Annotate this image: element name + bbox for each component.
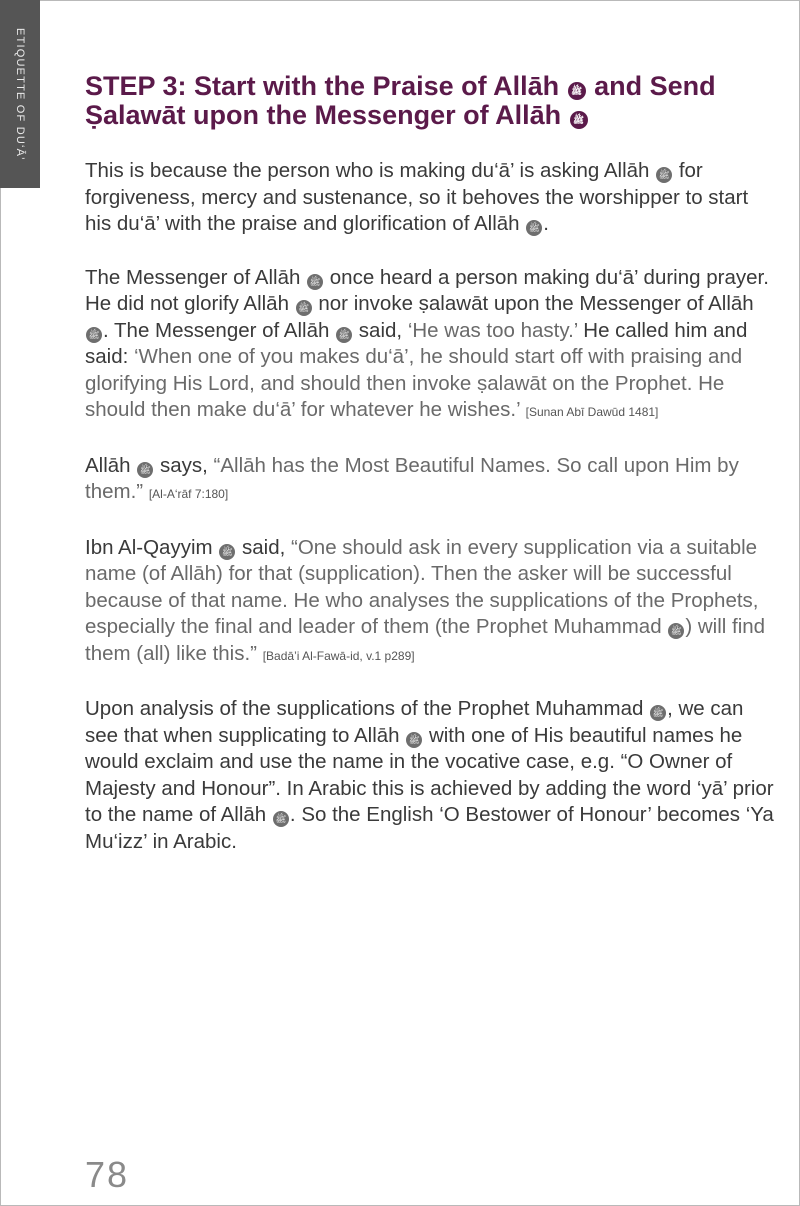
paragraph-2 xyxy=(85,265,775,426)
text-run: Ibn Al-Qayyim xyxy=(85,535,213,559)
text-run: said, xyxy=(353,318,408,342)
honorific-icon: ﷺ xyxy=(568,82,586,100)
step-heading xyxy=(85,72,775,130)
honorific-icon: ﷺ xyxy=(406,732,422,748)
text-run: once heard a person making du‘ā’ during prayer. He did not glorify Allāh xyxy=(85,265,769,315)
honorific-icon: ﷺ xyxy=(336,327,352,343)
text-run: Upon analysis of the supplications of the Prophet Muhammad xyxy=(85,697,644,720)
paragraph-4 xyxy=(85,535,775,670)
quran-quote: “Allāh has the Most Beautiful Names. So call upon Him by them.” xyxy=(85,453,739,503)
text-run: . So the English ‘O Bestower of Honour’ becomes ‘Ya Mu‘izz’ in Arabic. xyxy=(85,803,774,853)
text-run: Allāh xyxy=(85,453,131,477)
text-run: This is because the person who is making du‘ā’ is asking Allāh xyxy=(85,159,650,182)
text-run: with one of His beautiful names he would exclaim and use the name in the vocative case, e.g. “O Owner of Majesty and Honour”. In Arabic this is achieved by adding the word ‘yā’ prior to the name of Allāh xyxy=(85,723,774,826)
text-run: He called him and said: xyxy=(85,318,748,368)
honorific-icon: ﷺ xyxy=(668,623,684,639)
text-run: The Messenger of Allāh xyxy=(85,265,301,289)
text-run: . The Messenger of Allāh xyxy=(103,318,330,342)
hadith-quote: ‘He was too hasty.’ xyxy=(407,318,578,342)
body-text xyxy=(85,158,775,882)
text-run: . xyxy=(543,212,549,235)
text-run: nor invoke ṣalawāt upon the Messenger of Allāh xyxy=(312,292,754,315)
honorific-icon: ﷺ xyxy=(137,462,153,478)
honorific-icon: ﷺ xyxy=(526,220,542,236)
citation: [Badā’i Al-Fawā-id, v.1 p289] xyxy=(262,648,415,663)
chapter-side-tab xyxy=(0,0,40,188)
text-run: said, xyxy=(236,535,292,559)
scholar-quote: ) will find them (all) like this.” xyxy=(85,615,766,665)
text-run: says, xyxy=(154,453,214,477)
honorific-icon: ﷺ xyxy=(86,327,102,343)
honorific-icon: ﷺ xyxy=(307,274,323,290)
honorific-icon: ﷺ xyxy=(650,705,666,721)
honorific-icon: ﷺ xyxy=(273,811,289,827)
hadith-quote: ‘When one of you makes du‘ā’, he should start off with praising and glorifying His Lord, and should then invoke ṣalawāt on the Prophet. He should then make du‘ā’ for whatever he wishes.’ xyxy=(85,345,743,421)
heading-part-1: STEP 3: Start with the Praise of Allāh xyxy=(85,71,560,101)
paragraph-3 xyxy=(85,453,775,508)
paragraph-1 xyxy=(85,158,775,238)
citation: [Sunan Abī Dawūd 1481] xyxy=(525,405,659,419)
honorific-icon: ﷺ xyxy=(656,167,672,183)
text-run: for forgiveness, mercy and sustenance, so it behoves the worshipper to start his du‘ā’ with the praise and glorification of Allāh xyxy=(85,159,749,235)
citation: [Al-A‘rāf 7:180] xyxy=(148,487,229,501)
honorific-icon: ﷺ xyxy=(219,544,235,560)
chapter-label: ETIQUETTE OF DU‘Ā’ xyxy=(14,27,26,161)
scholar-quote: “One should ask in every supplication via a suitable name (of Allāh) for that (supplication). Then the asker will be successful because of that name. He who analyses the supplications of the Prophets, especially the final and leader of them (the Prophet Muhammad xyxy=(85,535,759,638)
honorific-icon: ﷺ xyxy=(570,111,588,129)
honorific-icon: ﷺ xyxy=(296,300,312,316)
heading-part-2: and Send Ṣalawāt upon the Messenger of Allāh xyxy=(85,71,716,130)
text-run: , we can see that when supplicating to Allāh xyxy=(85,697,744,747)
page-number: 78 xyxy=(85,1154,130,1195)
paragraph-5 xyxy=(85,696,775,855)
